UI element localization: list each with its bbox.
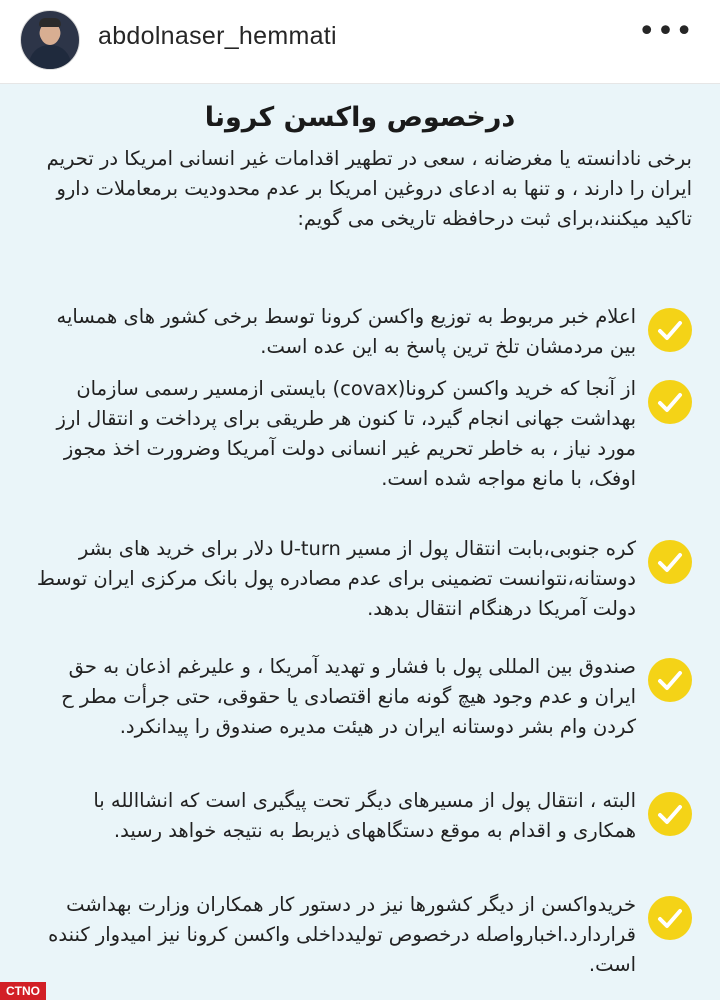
post-image [0, 84, 720, 1000]
post-intro: برخی نادانسته یا مغرضانه ، سعی در تطهیر اقدامات غیر انسانی امریکا در تحریم ایران را دارند ، و تنها به ادعای دروغین امریکا بر عدم محدودیت برمعاملات دارو تاکید میکنند،برای ثبت درحافظه تاریخی می گویم: [46, 147, 692, 230]
checkmark-circle-icon [648, 380, 692, 424]
more-horizontal-icon[interactable]: ••• [637, 14, 694, 49]
checkmark-circle-icon [648, 308, 692, 352]
username-link[interactable]: abdolnaser_hemmati [98, 22, 337, 50]
list-item-text: البته ، انتقال پول از مسیرهای دیگر تحت پیگیری است که انشاالله با همکاری و اقدام به موقع دستگاههای ذیربط به نتیجه خواهد رسید. [93, 789, 636, 842]
checkmark-circle-icon [648, 658, 692, 702]
post-title: درخصوص واکسن کرونا [204, 102, 516, 133]
avatar[interactable] [20, 10, 80, 70]
list-item-text: اعلام خبر مربوط به توزیع واکسن کرونا توسط برخی کشور های همسایه بین مردمشان تلخ ترین پاسخ به این عده است. [56, 305, 636, 358]
list-item-text: خریدواکسن از دیگر کشورها نیز در دستور کار همکاران وزارت بهداشت قراردارد.اخبارواصله درخصوص تولیدداخلی واکسن کرونا نیز امیدوار کننده است. [48, 893, 636, 976]
list-item-text: صندوق بین المللی پول با فشار و تهدید آمریکا ، و علیرغم اذعان به حق ایران و عدم وجود هیچ گونه مانع اقتصادی یا حقوقی، حتی جرأت مطر ح کردن وام بشر دوستانه ایران در هیئت مدیره صندوق را پیدانکرد. [61, 655, 636, 738]
checkmark-circle-icon [648, 540, 692, 584]
checkmark-circle-icon [648, 896, 692, 940]
post-header [0, 0, 720, 84]
list-item-text: کره جنوبی،بابت انتقال پول از مسیر U-turn دلار برای خرید های بشر دوستانه،نتوانست تضمینی برای عدم مصادره پول بانک مرکزی ایران توسط دولت آمریکا درهنگام انتقال بدهد. [36, 537, 636, 620]
watermark-logo: CTNO [0, 982, 46, 1000]
list-item-text: از آنجا که خرید واکسن کرونا(covax) بایستی ازمسیر رسمی سازمان بهداشت جهانی انجام گیرد، تا کنون هر طریقی برای پرداخت و انتقال ارز مورد نیاز ، به خاطر تحریم غیر انسانی دولت آمریکا وضرورت اخذ مجوز اوفک، با مانع مواجه شده است. [56, 377, 636, 490]
checkmark-circle-icon [648, 792, 692, 836]
